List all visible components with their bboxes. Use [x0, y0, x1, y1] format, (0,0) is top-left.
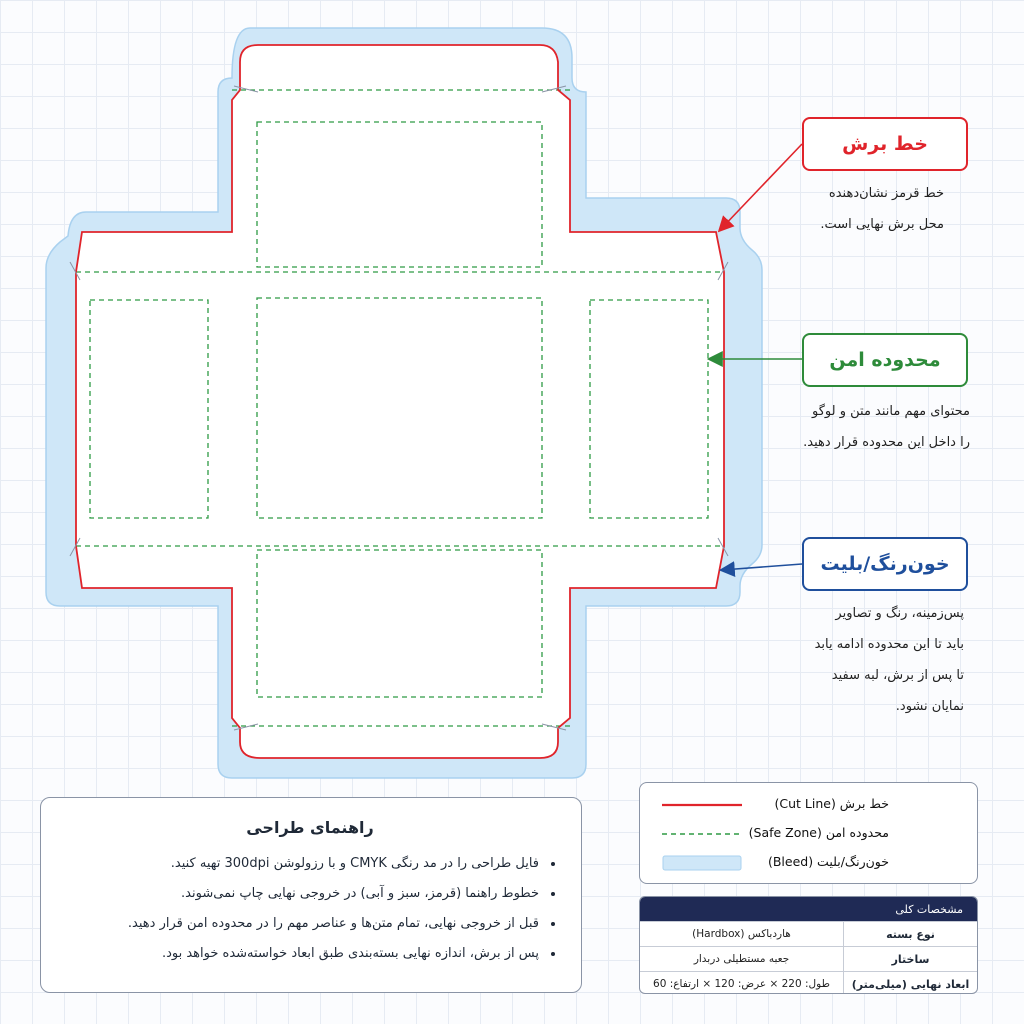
legend-panel — [639, 782, 978, 884]
spec-table-row — [640, 971, 977, 994]
spec-table-row — [640, 946, 977, 971]
callout-arrow-cut — [720, 144, 802, 230]
spec-table-row — [640, 921, 977, 946]
callout-safe-desc-line: محتوای مهم مانند متن و لوگو — [812, 404, 970, 419]
callout-safe-zone — [802, 333, 968, 387]
callout-cut-desc-line: خط قرمز نشان‌دهنده — [828, 186, 944, 201]
callout-bleed-desc-line: پس‌زمینه، رنگ و تصاویر — [835, 606, 964, 621]
callout-bleed-desc-line: تا پس از برش، لبه سفید — [831, 668, 964, 683]
spec-table-header-label: مشخصات کلی — [895, 902, 963, 916]
design-guide-item: • فایل طراحی را در مد رنگی CMYK و با رزولوشن 300dpi تهیه کنید. — [61, 849, 541, 879]
callout-safe-description — [803, 396, 970, 458]
spec-key: ابعاد نهایی (میلی‌متر) — [843, 972, 977, 994]
callout-safe-desc-line: را داخل این محدوده قرار دهید. — [803, 435, 970, 450]
cut-panel-fill — [76, 45, 724, 758]
spec-value: طول: 220 × عرض: 120 × ارتفاع: 60 — [653, 978, 830, 990]
spec-table-header — [640, 897, 977, 921]
design-guide-title: راهنمای طراحی — [246, 818, 374, 837]
design-guide-item: • خطوط راهنما (قرمز، سبز و آبی) در خروجی نهایی چاپ نمی‌شوند. — [61, 879, 541, 909]
spec-value: هاردباکس (Hardbox) — [692, 928, 791, 940]
legend-row-safe — [640, 820, 977, 848]
callout-bleed-desc-line: باید تا این محدوده ادامه یابد — [814, 637, 964, 652]
legend-swatch-bleed — [662, 855, 742, 871]
design-guide-panel — [40, 797, 582, 993]
spec-value: جعبه مستطیلی دربدار — [693, 953, 790, 965]
callout-bleed-desc-line: نمایان نشود. — [895, 699, 964, 714]
spec-table — [639, 896, 978, 994]
callout-cut-line — [802, 117, 968, 171]
spec-key: ساختار — [843, 947, 977, 971]
spec-key: نوع بسته — [843, 922, 977, 946]
callout-bleed-title: خون‌رنگ/بلیت — [820, 553, 950, 575]
legend-row-cut — [640, 791, 977, 819]
callout-bleed-description — [815, 598, 964, 722]
design-guide-item: • قبل از خروجی نهایی، تمام متن‌ها و عناصر مهم را در محدوده امن قرار دهید. — [61, 909, 541, 939]
legend-row-bleed — [640, 849, 977, 877]
callout-cut-desc-line: محل برش نهایی است. — [820, 217, 944, 232]
design-guide-item: • پس از برش، اندازه نهایی بسته‌بندی طبق ابعاد خواسته‌شده خواهد بود. — [61, 939, 541, 969]
legend-label-safe: محدوده امن (Safe Zone) — [748, 825, 889, 840]
callout-cut-description — [820, 178, 944, 240]
callout-safe-title: محدوده امن — [829, 349, 941, 371]
legend-swatch-safe-zone — [662, 826, 742, 842]
callout-cut-title: خط برش — [842, 133, 928, 155]
callout-bleed — [802, 537, 968, 591]
legend-label-cut: خط برش (Cut Line) — [774, 796, 889, 811]
legend-swatch-cut-line — [662, 797, 742, 813]
legend-label-bleed: خون‌رنگ/بلیت (Bleed) — [767, 854, 889, 869]
design-guide-list — [61, 849, 559, 969]
